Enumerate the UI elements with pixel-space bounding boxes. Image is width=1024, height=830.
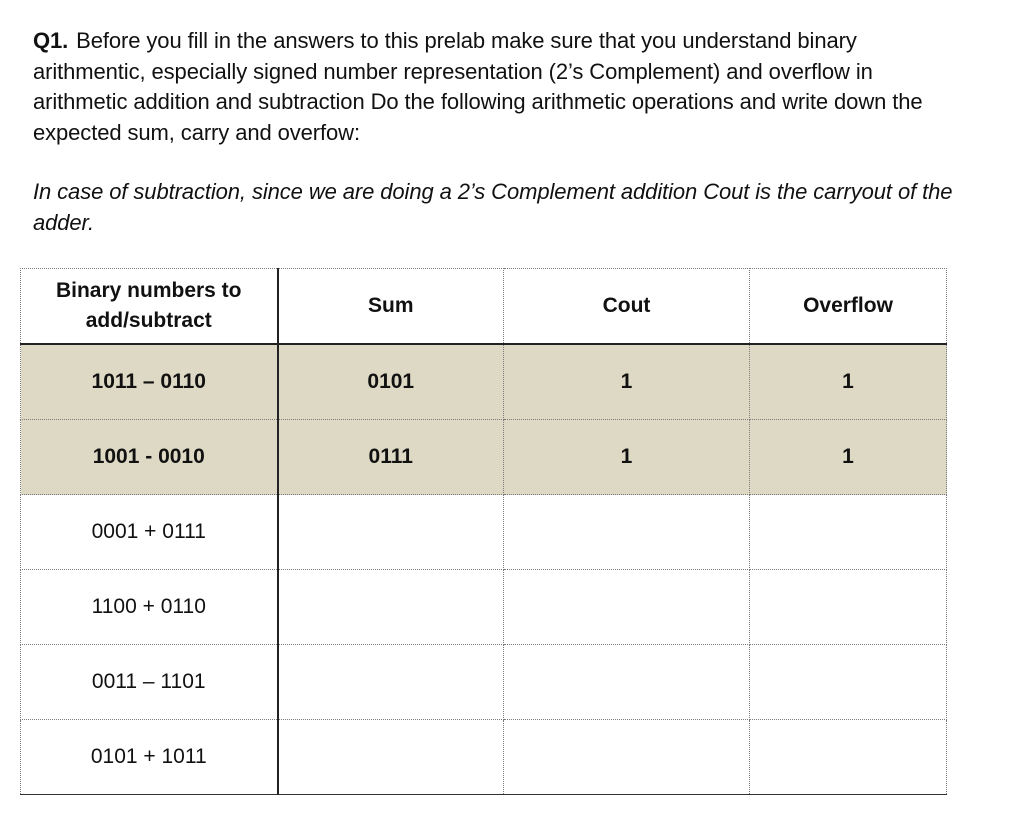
table-row	[21, 720, 947, 795]
expression-cell: 0011 – 1101	[21, 645, 278, 720]
sum-cell[interactable]	[278, 720, 504, 795]
overflow-cell[interactable]	[750, 720, 947, 795]
question-body: Before you fill in the answers to this prelab make sure that you understand binary arithmentic, especially signed number representation (2’s Complement) and overflow in arithmetic addition and subtraction Do the following arithmetic operations and write down the expected sum, carry and overfow:	[33, 28, 923, 145]
cout-cell[interactable]: 1	[504, 420, 750, 495]
sum-cell[interactable]	[278, 570, 504, 645]
sum-cell[interactable]	[278, 495, 504, 570]
cout-cell[interactable]	[504, 495, 750, 570]
header-overflow: Overflow	[750, 269, 947, 345]
table-row	[21, 420, 947, 495]
expression-cell: 0001 + 0111	[21, 495, 278, 570]
table-row	[21, 570, 947, 645]
overflow-cell[interactable]: 1	[750, 420, 947, 495]
subtraction-note: In case of subtraction, since we are doing a 2’s Complement addition Cout is the carryout of the adder.	[33, 179, 953, 235]
table-row	[21, 344, 947, 420]
sum-cell[interactable]: 0101	[278, 344, 504, 420]
header-cout: Cout	[504, 269, 750, 345]
cout-cell[interactable]	[504, 720, 750, 795]
header-binary-numbers: Binary numbers to add/subtract	[21, 269, 278, 345]
cout-cell[interactable]	[504, 570, 750, 645]
question-number: Q1.	[33, 28, 69, 53]
expression-cell: 1001 - 0010	[21, 420, 278, 495]
header-sum: Sum	[278, 269, 504, 345]
table-row	[21, 495, 947, 570]
overflow-cell[interactable]: 1	[750, 344, 947, 420]
cout-cell[interactable]: 1	[504, 344, 750, 420]
table-row	[21, 645, 947, 720]
question-text	[33, 26, 953, 148]
overflow-cell[interactable]	[750, 645, 947, 720]
overflow-cell[interactable]	[750, 570, 947, 645]
overflow-cell[interactable]	[750, 495, 947, 570]
sum-cell[interactable]: 0111	[278, 420, 504, 495]
answer-table	[20, 268, 947, 795]
cout-cell[interactable]	[504, 645, 750, 720]
expression-cell: 1100 + 0110	[21, 570, 278, 645]
table-header-row	[21, 269, 947, 345]
expression-cell: 0101 + 1011	[21, 720, 278, 795]
expression-cell: 1011 – 0110	[21, 344, 278, 420]
sum-cell[interactable]	[278, 645, 504, 720]
